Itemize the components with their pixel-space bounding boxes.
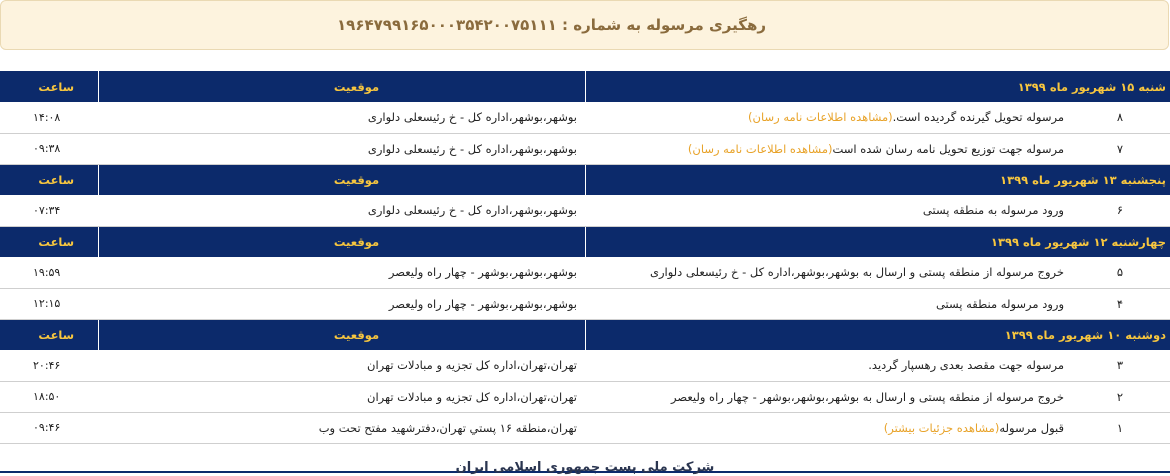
event-description-text: مرسوله جهت توزیع تحویل نامه رسان شده است	[832, 141, 1064, 156]
location-column-header: موقعیت	[98, 164, 585, 195]
event-row	[0, 102, 1170, 133]
time-column-header: ساعت	[0, 71, 98, 102]
event-time: ۰۹:۴۶	[0, 412, 98, 443]
tracking-body	[0, 71, 1170, 443]
event-cell	[585, 195, 1170, 226]
event-row	[0, 412, 1170, 443]
event-description	[884, 421, 1070, 435]
event-number: ۷	[1116, 141, 1124, 156]
event-row	[0, 350, 1170, 381]
time-column-header: ساعت	[0, 164, 98, 195]
details-link[interactable]: (مشاهده اطلاعات نامه رسان)	[748, 110, 893, 125]
event-number: ۴	[1116, 296, 1124, 311]
event-description-text: خروج مرسوله از منطقه پستی و ارسال به بوشهر،بوشهر،اداره کل - خ رئیسعلی دلواری	[649, 265, 1064, 280]
date-label: دوشنبه ۱۰ شهریور ماه ۱۳۹۹	[585, 319, 1170, 350]
event-time: ۰۹:۳۸	[0, 133, 98, 164]
event-location: بوشهر،بوشهر،بوشهر - چهار راه ولیعصر	[98, 257, 585, 288]
date-header-row	[0, 226, 1170, 257]
date-label: چهارشنبه ۱۲ شهریور ماه ۱۳۹۹	[585, 226, 1170, 257]
event-location: بوشهر،بوشهر،اداره کل - خ رئیسعلی دلواری	[98, 195, 585, 226]
event-location: تهران،منطقه ۱۶ پستي تهران،دفترشهید مفتح تحت وب	[98, 412, 585, 443]
event-description	[868, 358, 1070, 372]
date-label: پنجشنبه ۱۳ شهریور ماه ۱۳۹۹	[585, 164, 1170, 195]
event-time: ۲۰:۴۶	[0, 350, 98, 381]
event-description-text: قبول مرسوله	[999, 420, 1064, 435]
tracking-title-box	[0, 0, 1169, 50]
event-description	[748, 110, 1070, 124]
event-description-text: ورود مرسوله به منطقه پستی	[922, 203, 1064, 218]
footer-company-name: شرکت ملی پست جمهوری اسلامی ایران	[455, 460, 715, 475]
date-header-row	[0, 71, 1170, 102]
event-row	[0, 288, 1170, 319]
location-column-header: موقعیت	[98, 226, 585, 257]
event-cell	[585, 257, 1170, 288]
tracking-table	[0, 71, 1170, 444]
event-cell	[585, 102, 1170, 133]
time-column-header: ساعت	[0, 226, 98, 257]
event-description-text: مرسوله جهت مقصد بعدی رهسپار گردید.	[868, 358, 1064, 373]
event-number: ۳	[1116, 358, 1124, 373]
event-location: بوشهر،بوشهر،اداره کل - خ رئیسعلی دلواری	[98, 133, 585, 164]
event-number: ۱	[1116, 420, 1124, 435]
event-description-text: مرسوله تحویل گیرنده گردیده است.	[892, 110, 1064, 125]
event-number: ۵	[1116, 265, 1124, 280]
date-label: شنبه ۱۵ شهریور ماه ۱۳۹۹	[585, 71, 1170, 102]
event-cell	[585, 288, 1170, 319]
event-cell	[585, 350, 1170, 381]
event-time: ۱۹:۵۹	[0, 257, 98, 288]
details-link[interactable]: (مشاهده جزئیات بیشتر)	[883, 420, 1000, 435]
event-location: تهران،تهران،اداره کل تجزیه و مبادلات تهران	[98, 381, 585, 412]
event-location: تهران،تهران،اداره کل تجزیه و مبادلات تهران	[98, 350, 585, 381]
date-header-row	[0, 164, 1170, 195]
event-cell	[585, 412, 1170, 443]
date-header-row	[0, 319, 1170, 350]
event-row	[0, 381, 1170, 412]
event-time: ۰۷:۳۴	[0, 195, 98, 226]
location-column-header: موقعیت	[98, 71, 585, 102]
event-description	[923, 203, 1070, 217]
event-description-text: خروج مرسوله از منطقه پستی و ارسال به بوشهر،بوشهر،بوشهر - چهار راه ولیعصر	[671, 389, 1064, 404]
event-description	[671, 390, 1070, 404]
tracking-title: رهگیری مرسوله به شماره : ۱۹۶۴۷۹۹۱۶۵۰۰۰۳۵۴۲۰۰۷۵۱۱۱	[337, 16, 766, 34]
event-number: ۶	[1116, 203, 1124, 218]
event-location: بوشهر،بوشهر،بوشهر - چهار راه ولیعصر	[98, 288, 585, 319]
event-description	[650, 265, 1070, 279]
details-link[interactable]: (مشاهده اطلاعات نامه رسان)	[687, 141, 833, 156]
event-description	[936, 297, 1070, 311]
event-time: ۱۲:۱۵	[0, 288, 98, 319]
event-location: بوشهر،بوشهر،اداره کل - خ رئیسعلی دلواری	[98, 102, 585, 133]
time-column-header: ساعت	[0, 319, 98, 350]
event-row	[0, 133, 1170, 164]
event-description	[688, 142, 1070, 156]
event-number: ۸	[1116, 110, 1124, 125]
event-time: ۱۸:۵۰	[0, 381, 98, 412]
event-row	[0, 257, 1170, 288]
event-number: ۲	[1116, 389, 1124, 404]
event-time: ۱۴:۰۸	[0, 102, 98, 133]
event-description-text: ورود مرسوله منطقه پستی	[935, 296, 1064, 311]
event-row	[0, 195, 1170, 226]
location-column-header: موقعیت	[98, 319, 585, 350]
event-cell	[585, 133, 1170, 164]
event-cell	[585, 381, 1170, 412]
